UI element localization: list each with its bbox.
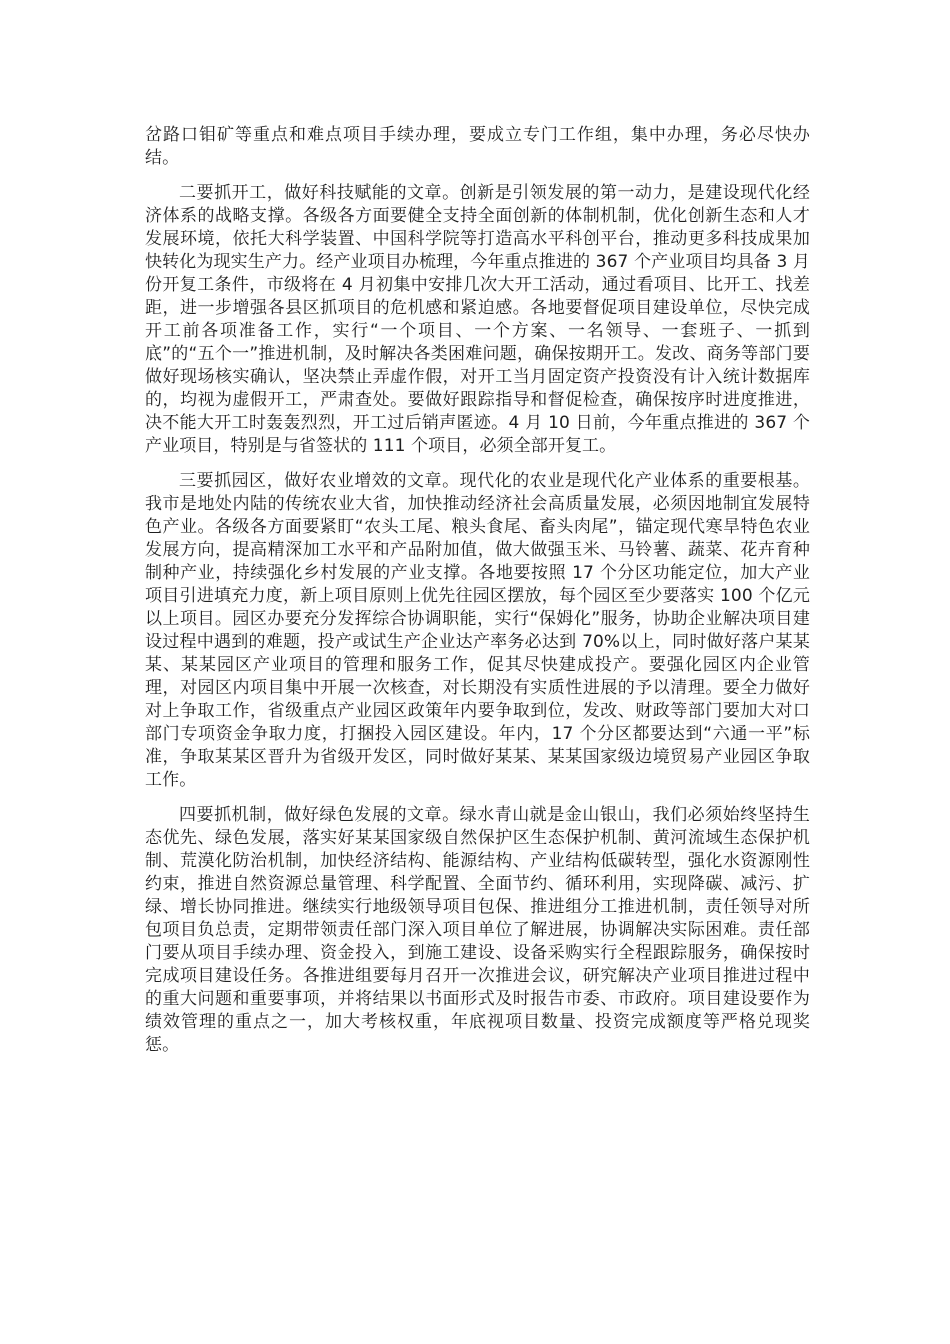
paragraph-start-construction: 二要抓开工，做好科技赋能的文章。创新是引领发展的第一动力，是建设现代化经济体系的战略支撑。各级各方面要健全支持全面创新的体制机制，优化创新生态和人才发展环境，依托大科学装置、中国科学院等打造高水平科创平台，推动更多科技成果加快转化为现实生产力。经产业项目办梳理，今年重点推进的 367 个产业项目均具备 3 月份开复工条件，市级将在 4 月初集中安排几次大开工活动，通过看项目、比开工、找差距，进一步增强各县区抓项目的危机感和紧迫感。各地要督促项目建设单位，尽快完成开工前各项准备工作，实行“一个项目、一个方案、一名领导、一套班子、一抓到底”的“五个一”推进机制，及时解决各类困难问题，确保按期开工。发改、商务等部门要做好现场核实确认，坚决禁止弄虚作假，对开工当月固定资产投资没有计入统计数据库的，均视为虚假开工，严肃查处。要做好跟踪指导和督促检查，确保按序时进度推进，决不能大开工时轰轰烈烈，开工过后销声匿迹。4 月 10 日前，今年重点推进的 367 个产业项目，特别是与省签状的 111 个项目，必须全部开复工。 xyxy=(145,183,810,456)
paragraph-mechanisms: 四要抓机制，做好绿色发展的文章。绿水青山就是金山银山，我们必须始终坚持生态优先、绿色发展，落实好某某国家级自然保护区生态保护机制、黄河流域生态保护机制、荒漠化防治机制，加快经济结构、能源结构、产业结构低碳转型，强化水资源刚性约束，推进自然资源总量管理、科学配置、全面节约、循环利用，实现降碳、减污、扩绿、增长协同推进。继续实行地级领导项目包保、推进组分工推进机制，责任领导对所包项目负总责，定期带领责任部门深入项目单位了解进展，协调解决实际困难。责任部门要从项目手续办理、资金投入，到施工建设、设备采购实行全程跟踪服务，确保按时完成项目建设任务。各推进组要每月召开一次推进会议，研究解决产业项目推进过程中的重大问题和重要事项，并将结果以书面形式及时报告市委、市政府。项目建设要作为绩效管理的重点之一，加大考核权重，年底视项目数量、投资完成额度等严格兑现奖惩。 xyxy=(145,805,810,1055)
paragraph-industrial-parks: 三要抓园区，做好农业增效的文章。现代化的农业是现代化产业体系的重要根基。我市是地处内陆的传统农业大省，加快推动经济社会高质量发展，必须因地制宜发展特色产业。各级各方面要紧盯“农头工尾、粮头食尾、畜头肉尾”，锚定现代寒旱特色农业发展方向，提高精深加工水平和产品附加值，做大做强玉米、马铃薯、蔬菜、花卉育种制种产业，持续强化乡村发展的产业支撑。各地要按照 17 个分区功能定位，加大产业项目引进填充力度，新上项目原则上优先往园区摆放，每个园区至少要落实 100 个亿元以上项目。园区办要充分发挥综合协调职能，实行“保姆化”服务，协助企业解决项目建设过程中遇到的难题，投产或试生产企业达产率务必达到 70%以上，同时做好落户某某某、某某园区产业项目的管理和服务工作，促其尽快建成投产。要强化园区内企业管理，对园区内项目集中开展一次核查，对长期没有实质性进展的予以清理。要全力做好对上争取工作，省级重点产业园区政策年内要争取到位，发改、财政等部门要加大对口部门专项资金争取力度，打捆投入园区建设。年内，17 个分区都要达到“六通一平”标准，争取某某区晋升为省级开发区，同时做好某某、某某国家级边境贸易产业园区争取工作。 xyxy=(145,471,810,790)
paragraph-continuation: 岔路口钼矿等重点和难点项目手续办理，要成立专门工作组，集中办理，务必尽快办结。 xyxy=(145,125,810,168)
document-body xyxy=(145,124,810,1069)
